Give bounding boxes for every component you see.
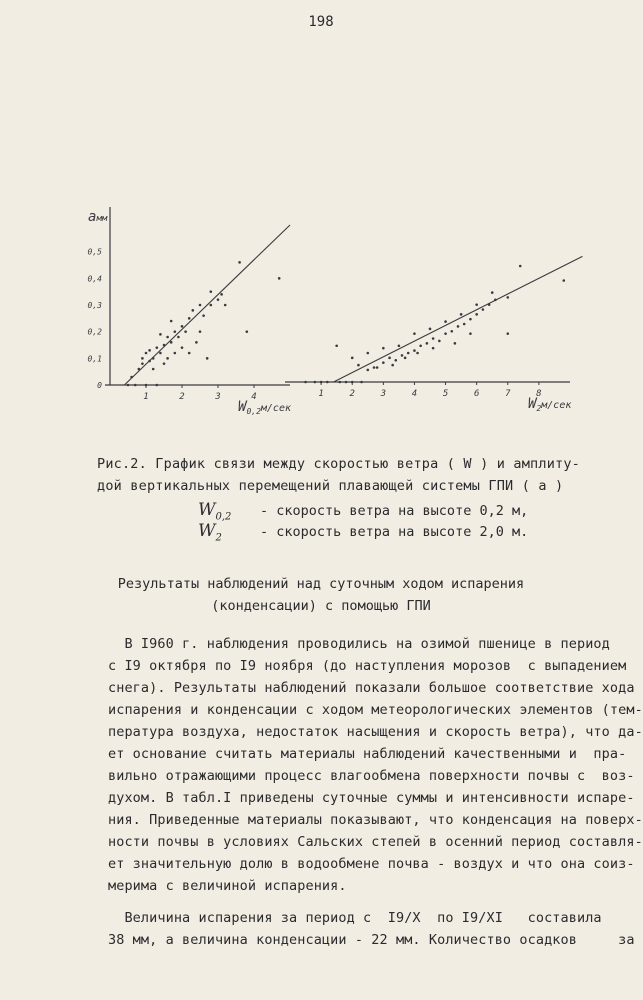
data-point — [457, 325, 460, 328]
data-point — [174, 330, 177, 333]
y-tick-label: 0,1 — [87, 354, 102, 364]
x-tick-label: 6 — [473, 389, 480, 399]
data-point — [338, 381, 341, 384]
data-point — [163, 362, 166, 365]
data-point — [432, 337, 435, 340]
data-point — [314, 381, 317, 384]
data-point — [382, 361, 385, 364]
data-point — [156, 346, 159, 349]
data-point — [163, 344, 166, 347]
data-point — [217, 298, 220, 301]
data-point — [366, 369, 369, 372]
data-point — [188, 352, 191, 355]
y-axis-label: aмм — [88, 209, 108, 225]
data-point — [220, 293, 223, 296]
data-point — [199, 304, 202, 307]
data-point — [210, 304, 213, 307]
body-line: испарения и конденсации с ходом метеорологических элементов (тем- — [108, 702, 643, 718]
body-line: духом. В табл.I приведены суточные суммы и интенсивности испаре- — [108, 790, 635, 806]
data-point — [394, 359, 397, 362]
data-point — [170, 320, 173, 323]
body-line: меримa с величиной испарения. — [108, 878, 347, 894]
data-point — [130, 376, 133, 379]
data-point — [460, 313, 463, 316]
x-tick-label: 2 — [349, 389, 355, 399]
data-point — [202, 314, 205, 317]
data-point — [148, 360, 151, 363]
x-axis-label-left: $W_{0,2}^{м/сек}$ — [238, 399, 291, 416]
y-tick-label: 0 — [97, 381, 102, 390]
data-point — [506, 296, 509, 299]
data-point — [351, 381, 354, 384]
data-point — [195, 341, 198, 344]
x-tick-label: 5 — [442, 389, 449, 399]
body-line: ет значительную долю в водообмене почва - воздух и что она соиз- — [108, 856, 635, 872]
scatter-figure — [87, 195, 585, 425]
data-point — [278, 277, 281, 280]
data-point — [170, 341, 173, 344]
body-line: ности почвы в условиях Сальских степей в осенний период составля- — [108, 834, 643, 850]
legend-text-w02: - скорость ветра на высоте 0,2 м, — [260, 503, 529, 519]
data-point — [407, 352, 410, 355]
data-point — [141, 357, 144, 360]
x-tick-label: 1 — [143, 392, 149, 402]
data-point — [152, 368, 155, 371]
data-point — [166, 357, 169, 360]
data-point — [357, 364, 360, 367]
body-line: ет основание считать материалы наблюдений качественными и пра- — [108, 746, 627, 762]
data-point — [373, 366, 376, 369]
data-point — [432, 347, 435, 350]
data-point — [482, 308, 485, 311]
data-point — [398, 344, 401, 347]
data-point — [506, 332, 509, 335]
data-point — [454, 342, 457, 345]
body-line: с I9 октября по I9 ноября (до наступления морозов с выпадением — [108, 658, 627, 674]
data-point — [159, 333, 162, 336]
y-tick-label: 0,3 — [87, 301, 102, 310]
data-point — [494, 299, 497, 302]
data-point — [145, 352, 148, 355]
data-point — [391, 364, 394, 367]
data-point — [416, 352, 419, 355]
x-tick-label: 1 — [318, 389, 324, 399]
data-point — [450, 330, 453, 333]
page-number: 198 — [308, 14, 334, 30]
x-tick-label: 4 — [251, 392, 257, 402]
data-point — [192, 309, 195, 312]
legend-symbol-w02: $W_{0,2}$ — [198, 500, 232, 523]
data-point — [562, 279, 565, 282]
data-point — [444, 320, 447, 323]
data-point — [145, 384, 148, 387]
data-point — [210, 290, 213, 293]
data-point — [246, 330, 249, 333]
figure-caption-line-1: Рис.2. График связи между скоростью ветра ( W ) и амплиту- — [97, 456, 581, 472]
data-point — [206, 357, 209, 360]
data-point — [469, 318, 472, 321]
data-point — [138, 368, 141, 371]
y-tick-label: 0,5 — [87, 247, 102, 257]
data-point — [159, 352, 162, 355]
x-tick-label: 3 — [215, 392, 221, 402]
data-point — [148, 349, 151, 352]
data-point — [199, 330, 202, 333]
data-point — [382, 347, 385, 350]
body-line: В I960 г. наблюдения проводились на озимой пшенице в период — [108, 636, 610, 652]
data-point — [351, 357, 354, 360]
data-point — [174, 352, 177, 355]
data-point — [413, 349, 416, 352]
data-point — [413, 332, 416, 335]
data-point — [238, 261, 241, 264]
data-point — [376, 366, 379, 369]
data-point — [426, 342, 429, 345]
data-point — [156, 384, 159, 387]
data-point — [463, 323, 466, 326]
data-point — [326, 381, 329, 384]
trend-line-right — [334, 256, 583, 382]
x-tick-label: 3 — [380, 389, 387, 399]
data-point — [166, 336, 169, 339]
data-point — [360, 381, 363, 384]
x-tick-label: 4 — [411, 389, 418, 399]
body-line: снега). Результаты наблюдений показали большое соответствие хода — [108, 680, 635, 696]
y-tick-label: 0,2 — [87, 327, 102, 337]
x-axis-label-right: $W_2^{м/сек}$ — [528, 396, 572, 413]
body-line: Величина испарения за период с I9/X по I9/XI составила — [108, 910, 602, 926]
data-point — [469, 332, 472, 335]
data-point — [127, 384, 130, 387]
x-tick-label: 2 — [179, 392, 185, 402]
data-point — [388, 357, 391, 360]
data-point — [152, 357, 155, 360]
data-point — [429, 328, 432, 331]
legend-symbol-w2: $W_2$ — [198, 521, 222, 544]
data-point — [444, 332, 447, 335]
body-line: пература воздуха, недостаток насыщения и скорость ветра), что да- — [108, 724, 643, 740]
data-point — [419, 344, 422, 347]
data-point — [134, 384, 137, 387]
section-heading-line-2: (конденсации) с помощью ГПИ — [211, 598, 431, 614]
figure-caption-line-2: дой вертикальных перемещений плавающей системы ГПИ ( а ) — [97, 478, 564, 494]
data-point — [475, 313, 478, 316]
data-point — [491, 291, 494, 294]
data-point — [224, 304, 227, 307]
data-point — [401, 354, 404, 357]
data-point — [366, 352, 369, 355]
body-line: 38 мм, а величина конденсации - 22 мм. Количество осадков за — [108, 932, 635, 948]
y-tick-label: 0,4 — [87, 274, 102, 284]
data-point — [184, 330, 187, 333]
body-line: ния. Приведенные материалы показывают, что конденсация на поверх- — [108, 812, 643, 828]
data-point — [475, 303, 478, 306]
data-point — [438, 340, 441, 343]
data-point — [188, 317, 191, 320]
legend-text-w2: - скорость ветра на высоте 2,0 м. — [260, 524, 529, 540]
x-tick-label: 8 — [536, 389, 542, 399]
data-point — [488, 303, 491, 306]
x-tick-label: 7 — [505, 389, 511, 399]
data-point — [141, 362, 144, 365]
data-point — [320, 381, 323, 384]
data-point — [177, 336, 180, 339]
data-point — [345, 381, 348, 384]
body-line: вильно отражающими процесс влагообмена поверхности почвы с воз- — [108, 768, 635, 784]
section-heading-line-1: Результаты наблюдений над суточным ходом испарения — [117, 576, 525, 592]
data-point — [335, 344, 338, 347]
data-point — [181, 346, 184, 349]
data-point — [181, 325, 184, 328]
data-point — [404, 357, 407, 360]
data-point — [519, 265, 522, 268]
data-point — [304, 381, 307, 384]
